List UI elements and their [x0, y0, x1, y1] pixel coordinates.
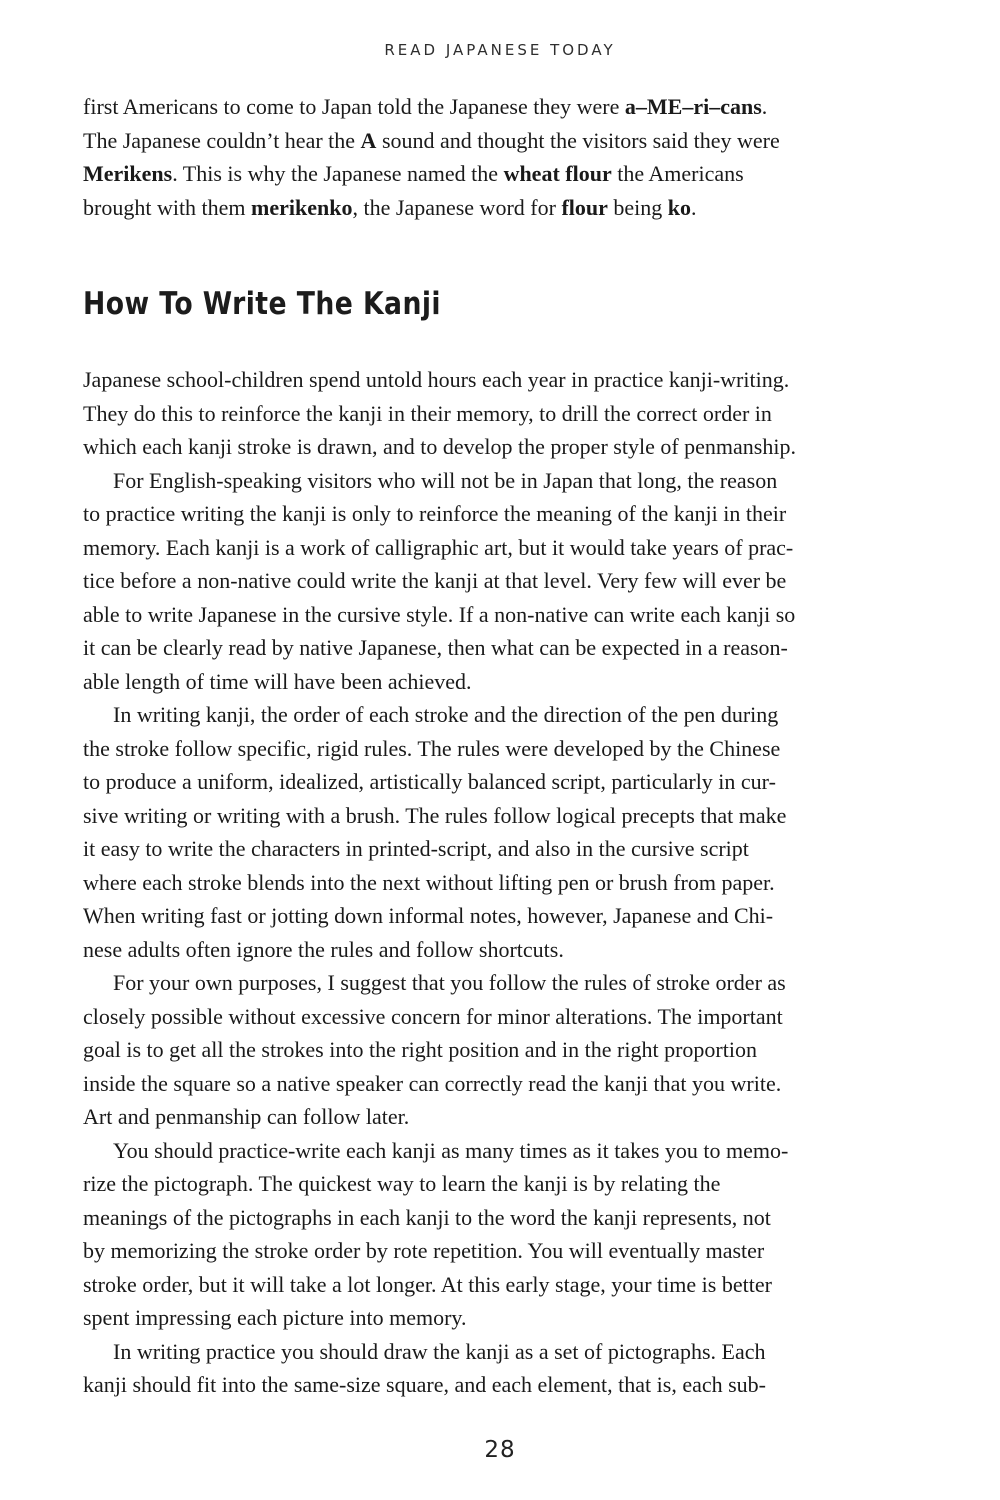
paragraph [83, 698, 923, 966]
text-line: to practice writing the kanji is only to reinforce the meaning of the kanji in their [83, 501, 787, 526]
bold-term: merikenko [251, 194, 353, 220]
text-line: by memorizing the stroke order by rote repetition. You will eventually master [83, 1238, 765, 1263]
text-line: Japanese school-children spend untold hours each year in practice kanji-writing. [83, 367, 790, 392]
paragraph [83, 363, 923, 464]
text-line: tice before a non-native could write the kanji at that level. Very few will ever be [83, 568, 787, 593]
text-line [83, 191, 923, 225]
text-segment: sound and thought the visitors said they were [376, 127, 780, 153]
page-number: 28 [484, 1437, 516, 1463]
text-segment: first Americans to come to Japan told the Japanese they were [83, 94, 625, 119]
text-line: For your own purposes, I suggest that you follow the rules of stroke order as [113, 970, 786, 995]
paragraph [83, 966, 923, 1134]
text-line: which each kanji stroke is drawn, and to develop the proper style of penmanship. [83, 434, 796, 459]
text-segment: being [607, 194, 668, 220]
paragraph [83, 464, 923, 699]
text-line: memory. Each kanji is a work of calligraphic art, but it would take years of prac- [83, 534, 794, 560]
text-line: it can be clearly read by native Japanese, then what can be expected in a reason- [83, 635, 788, 660]
section-heading: How To Write The Kanji [83, 286, 442, 322]
bold-term: A [360, 127, 377, 153]
text-line: spent impressing each picture into memory. [83, 1305, 467, 1330]
text-segment: the Americans [611, 161, 744, 186]
text-line: In writing practice you should draw the kanji as a set of pictographs. Each [113, 1338, 766, 1364]
text-line: nese adults often ignore the rules and follow shortcuts. [83, 936, 564, 962]
bold-term: flour [561, 194, 608, 220]
text-line: stroke order, but it will take a lot longer. At this early stage, your time is better [83, 1271, 772, 1297]
bold-term: Merikens [83, 161, 173, 186]
text-line: In writing kanji, the order of each stroke and the direction of the pen during [113, 702, 779, 727]
bold-term: ko [667, 194, 692, 220]
text-segment: . [691, 194, 697, 220]
text-line: Art and penmanship can follow later. [83, 1104, 410, 1129]
text-segment: brought with them [83, 194, 252, 220]
text-line: able length of time will have been achieved. [83, 668, 472, 694]
text-line: When writing fast or jotting down informal notes, however, Japanese and Chi- [83, 903, 774, 928]
text-line: inside the square so a native speaker can correctly read the kanji that you write. [83, 1070, 782, 1096]
text-line: able to write Japanese in the cursive style. If a non-native can write each kanji so [83, 601, 796, 627]
text-line: meanings of the pictographs in each kanji to the word the kanji represents, not [83, 1204, 771, 1230]
paragraph [83, 1335, 923, 1402]
text-line: rize the pictograph. The quickest way to learn the kanji is by relating the [83, 1171, 721, 1196]
text-segment: , the Japanese word for [352, 194, 562, 220]
text-line [83, 157, 923, 191]
text-segment: . [761, 94, 768, 119]
text-line: They do this to reinforce the kanji in their memory, to drill the correct order in [83, 400, 772, 426]
text-line: where each stroke blends into the next without lifting pen or brush from paper. [83, 869, 775, 895]
text-line: to produce a uniform, idealized, artistically balanced script, particularly in cur- [83, 769, 776, 794]
running-header: READ JAPANESE TODAY [384, 41, 616, 59]
page-body [83, 90, 923, 1402]
text-line [83, 90, 923, 124]
text-line: closely possible without excessive concern for minor alterations. The important [83, 1003, 783, 1029]
text-segment: . This is why the Japanese named the [172, 161, 504, 186]
text-line: it easy to write the characters in printed-script, and also in the cursive script [83, 836, 749, 861]
paragraph [83, 1134, 923, 1335]
text-line [83, 124, 923, 158]
text-line: kanji should fit into the same-size square, and each element, that is, each sub- [83, 1372, 766, 1397]
text-line: For English-speaking visitors who will not be in Japan that long, the reason [113, 467, 778, 493]
text-segment: The Japanese couldn’t hear the [83, 127, 361, 153]
bold-term: wheat flour [503, 161, 612, 186]
text-line: sive writing or writing with a brush. The rules follow logical precepts that make [83, 802, 787, 828]
text-line: You should practice-write each kanji as many times as it takes you to memo- [113, 1137, 789, 1163]
text-line: the stroke follow specific, rigid rules. The rules were developed by the Chinese [83, 735, 781, 761]
text-line: goal is to get all the strokes into the right position and in the right proportion [83, 1037, 757, 1062]
paragraph [83, 90, 923, 224]
bold-term: a–ME–ri–cans [624, 94, 762, 119]
